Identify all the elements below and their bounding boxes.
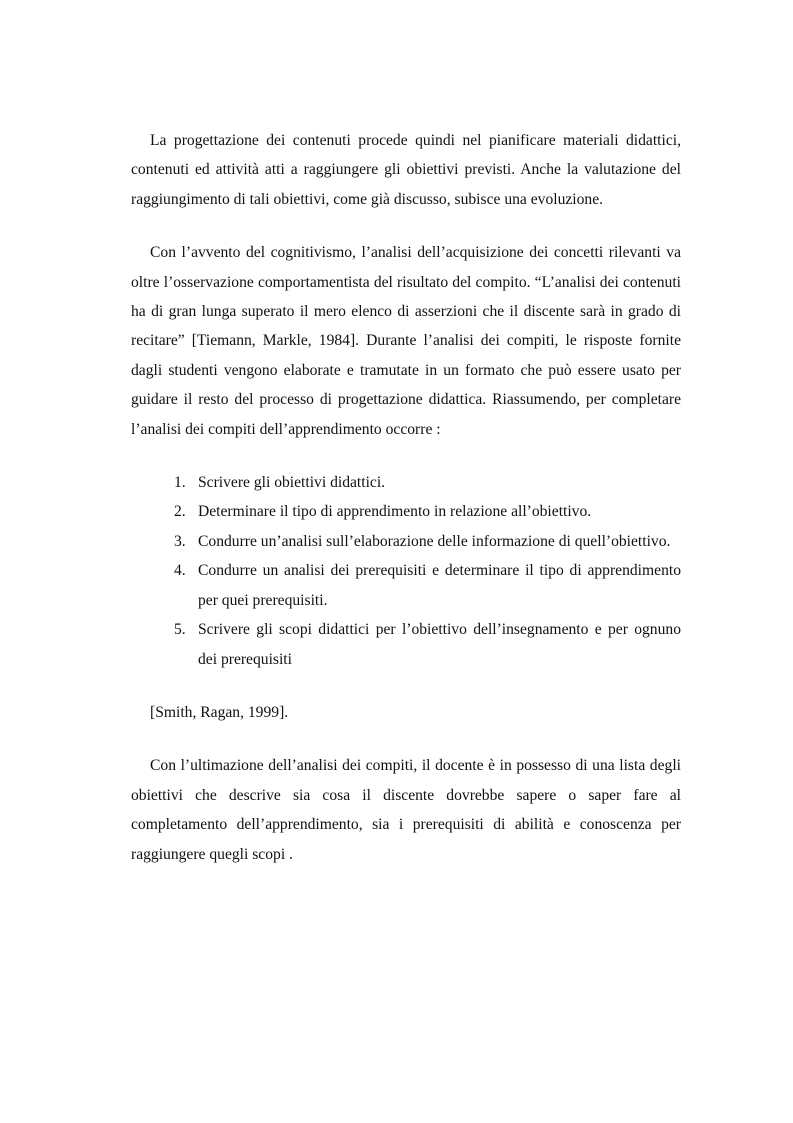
- list-item-number: 2.: [174, 503, 186, 521]
- citation: [Smith, Ragan, 1999].: [150, 703, 289, 721]
- list-item-text: Scrivere gli obiettivi didattici.: [198, 474, 386, 492]
- paragraph-intro: La progettazione dei contenuti procede quindi nel pianificare materiali didattici, contenuti ed attività atti a raggiungere gli obiettivi previsti. Anche la valutazione del raggiungimento di tali obiettivi, come già discusso, subisce una evoluzione.: [131, 132, 681, 208]
- list-item-text: Condurre un’analisi sull’elaborazione delle informazione di quell’obiettivo.: [198, 532, 671, 550]
- list-item: [131, 615, 681, 674]
- list-item-text: Determinare il tipo di apprendimento in relazione all’obiettivo.: [198, 503, 592, 521]
- list-item: [131, 497, 681, 526]
- paragraph-cognitivism: Con l’avvento del cognitivismo, l’analisi dell’acquisizione dei concetti rilevanti va oltre l’osservazione comportamentista del risultato del compito. “L’analisi dei contenuti ha di gran lunga superato il mero elenco di asserzioni che il discente sarà in grado di recitare” [Tiemann, Markle, 1984]. Durante l’analisi dei compiti, le risposte fornite dagli studenti vengono elaborate e tramutate in un formato che può essere usato per guidare il resto del processo di progettazione didattica. Riassumendo, per completare l’analisi dei compiti dell’apprendimento occorre :: [131, 244, 681, 438]
- task-analysis-steps: [131, 468, 681, 674]
- list-item-text: Condurre un analisi dei prerequisiti e determinare il tipo di apprendimento per quei prerequisiti.: [198, 562, 681, 609]
- list-item: [131, 468, 681, 497]
- list-item: [131, 527, 681, 556]
- paragraph-conclusion: Con l’ultimazione dell’analisi dei compiti, il docente è in possesso di una lista degli obiettivi che descrive sia cosa il discente dovrebbe sapere o saper fare al completamento dell’apprendimento, sia i prerequisiti di abilità e conoscenza per raggiungere quegli scopi .: [131, 757, 681, 863]
- list-item-number: 1.: [174, 474, 186, 492]
- list-item-number: 4.: [174, 562, 186, 580]
- list-item-number: 5.: [174, 621, 186, 639]
- list-item-number: 3.: [174, 532, 186, 550]
- page-body: [131, 126, 681, 869]
- list-item: [131, 556, 681, 615]
- list-item-text: Scrivere gli scopi didattici per l’obiettivo dell’insegnamento e per ognuno dei prerequisiti: [198, 621, 681, 668]
